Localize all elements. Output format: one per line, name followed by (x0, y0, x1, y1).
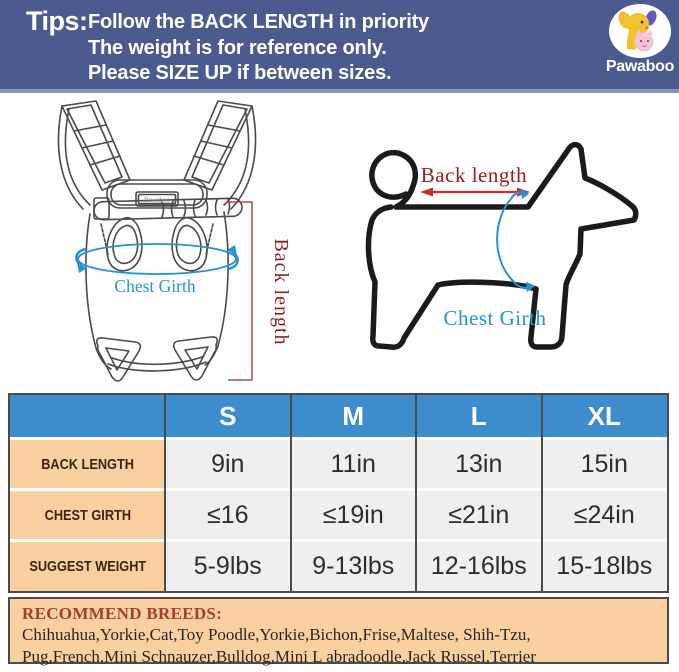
cat-eye-right (647, 40, 649, 42)
size-table-grid (10, 395, 667, 591)
breeds-line-2: Pug,French,Mini Schnauzer,Bulldog,Mini L abradoodle,Jack Russel,Terrier (22, 647, 537, 667)
recommend-breeds-heading: RECOMMEND BREEDS: (22, 604, 223, 623)
dog-diagram (338, 116, 675, 388)
chest-girth-s: ≤16 (165, 491, 291, 539)
row-header-text: CHEST GIRTH (44, 506, 131, 524)
chest-girth-xl: ≤24in (542, 491, 668, 539)
carrier-diagram (50, 96, 300, 392)
size-table (8, 393, 669, 593)
suggest-weight-m: 9-13lbs (291, 542, 417, 591)
row-header-chest-girth (10, 491, 165, 539)
carrier-line-art (58, 101, 255, 381)
carrier-patch-label: Pawaboo (144, 196, 170, 204)
dog-eye (641, 21, 644, 24)
tip-line-3: Please SIZE UP if between sizes. (88, 62, 392, 84)
table-divider (415, 395, 417, 591)
recommend-breeds-box (8, 597, 669, 667)
row-header-text: SUGGEST WEIGHT (29, 558, 146, 575)
row-header-back-length (10, 440, 165, 488)
dog-nose (645, 26, 648, 29)
suggest-weight-xl: 15-18lbs (542, 542, 668, 591)
brand-name: Pawaboo (605, 58, 675, 75)
cat-eye-left (640, 40, 642, 42)
brand-logo (604, 3, 676, 89)
back-length-m: 11in (291, 440, 417, 488)
cat-head (635, 33, 654, 52)
col-header-xl: XL (542, 395, 668, 437)
carrier-back-length-marker (227, 202, 292, 380)
col-header-s: S (165, 395, 291, 437)
tips-banner (0, 0, 679, 93)
table-divider (164, 395, 166, 591)
carrier-chest-girth-marker (76, 244, 237, 296)
table-divider (541, 395, 543, 591)
back-length-l: 13in (416, 440, 542, 488)
back-length-s: 9in (165, 440, 291, 488)
row-header-suggest-weight (10, 542, 165, 591)
back-length-xl: 15in (542, 440, 668, 488)
suggest-weight-l: 12-16lbs (416, 542, 542, 591)
chest-girth-m: ≤19in (291, 491, 417, 539)
dog-chest-girth-label: Chest Girth (443, 306, 547, 330)
brand-logo-icon (604, 3, 676, 59)
col-header-m: M (291, 395, 417, 437)
table-corner-cell (10, 395, 165, 437)
col-header-l: L (416, 395, 542, 437)
dog-back-length-marker (420, 163, 530, 197)
breeds-line-1: Chihuahua,Yorkie,Cat,Toy Poodle,Yorkie,Bichon,Frise,Maltese, Shih-Tzu, (22, 625, 531, 644)
tips-label: Tips: (26, 6, 88, 36)
chest-girth-l: ≤21in (416, 491, 542, 539)
dog-back-length-label: Back length (420, 163, 528, 187)
row-header-text: BACK LENGTH (41, 455, 134, 473)
carrier-chest-girth-label: Chest Girth (114, 276, 196, 296)
suggest-weight-s: 5-9lbs (165, 542, 291, 591)
carrier-back-length-label: Back length (270, 238, 292, 346)
tip-line-1: Follow the BACK LENGTH in priority (88, 11, 429, 33)
tip-line-2: The weight is for reference only. (88, 37, 387, 59)
table-divider (290, 395, 292, 591)
